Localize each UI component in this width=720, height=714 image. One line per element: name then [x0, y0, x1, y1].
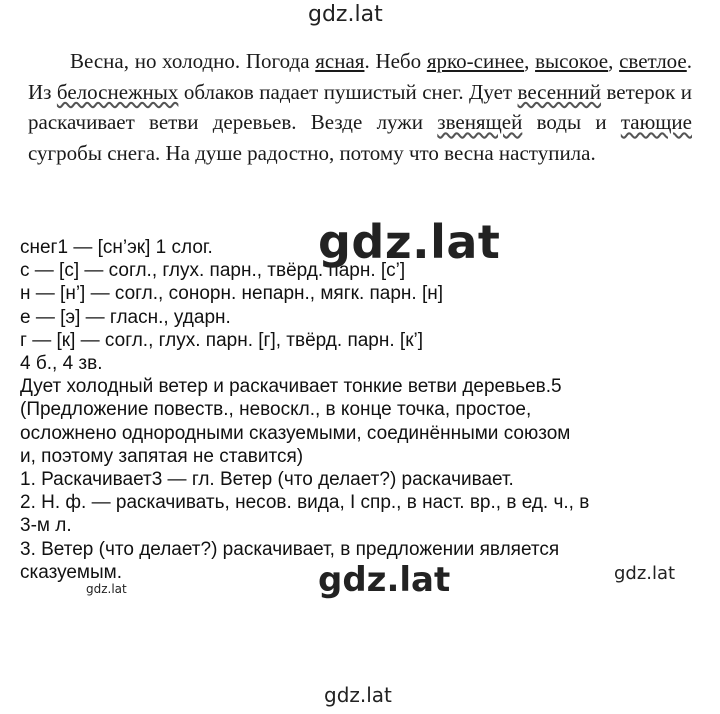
- underlined-word: ярко-синее: [426, 49, 525, 73]
- exercise-text: [28, 46, 692, 168]
- watermark-large: gdz.lat: [318, 215, 501, 269]
- answer-line: 3-м л.: [20, 515, 72, 537]
- watermark-small: gdz.lat: [86, 582, 127, 596]
- answer-line: 4 б., 4 зв.: [20, 353, 103, 375]
- text-part: ,: [524, 49, 536, 73]
- underlined-word: светлое: [619, 49, 687, 73]
- text-part: сугробы снега. На душе радостно, потому что весна наступила.: [28, 140, 596, 165]
- answer-line: г — [к] — согл., глух. парн. [г], твёрд. парн. [к’]: [20, 329, 424, 351]
- answer-line: Дует холодный ветер и раскачивает тонкие ветви деревьев.5: [20, 376, 562, 398]
- text-part: ,: [608, 49, 620, 73]
- answer-line: 2. Н. ф. — раскачивать, несов. вида, I спр., в наст. вр., в ед. ч., в: [20, 492, 590, 514]
- text-part: воды и: [522, 110, 621, 134]
- text-part: облаков падает пушистый снег. Дует: [178, 79, 518, 104]
- wavy-underlined-word: весенний: [517, 79, 602, 104]
- watermark-top: gdz.lat: [308, 2, 383, 27]
- wavy-underlined-word: звенящей: [437, 110, 523, 134]
- answer-line: и, поэтому запятая не ставится): [20, 445, 304, 467]
- answer-block: [20, 236, 710, 584]
- text-part: ветерок и раскачивает ветви деревьев. Везде лужи: [28, 79, 692, 134]
- answer-line: 3. Ветер (что делает?) раскачивает, в предложении является: [20, 538, 560, 560]
- watermark-large-lower: gdz.lat: [318, 560, 451, 600]
- answer-line: осложнено однородными сказуемыми, соединёнными союзом: [20, 422, 571, 444]
- answer-line: сказуемым.: [20, 561, 122, 583]
- wavy-underlined-word: белоснежных: [56, 79, 179, 104]
- text-part: . Небо: [364, 49, 427, 73]
- text-part: Весна, но холодно. Погода: [70, 49, 316, 73]
- wavy-underlined-word: тающие: [620, 110, 692, 134]
- answer-line: 1. Раскачивает3 — гл. Ветер (что делает?) раскачивает.: [20, 469, 514, 491]
- answer-line: снег1 — [сн’эк] 1 слог.: [20, 237, 213, 258]
- underlined-word: высокое: [535, 49, 609, 73]
- answer-line: н — [н’] — согл., сонорн. непарн., мягк. парн. [н]: [20, 283, 444, 305]
- answer-line: (Предложение повеств., невоскл., в конце точка, простое,: [20, 399, 532, 421]
- answer-line: е — [э] — гласн., ударн.: [20, 306, 231, 328]
- underlined-word: ясная: [315, 49, 365, 73]
- answer-line: с — [с] — согл., глух. парн., твёрд. парн. [с’]: [20, 260, 406, 282]
- watermark-bottom: gdz.lat: [324, 683, 392, 707]
- watermark-right: gdz.lat: [614, 563, 676, 584]
- text-part: . Из: [28, 49, 693, 104]
